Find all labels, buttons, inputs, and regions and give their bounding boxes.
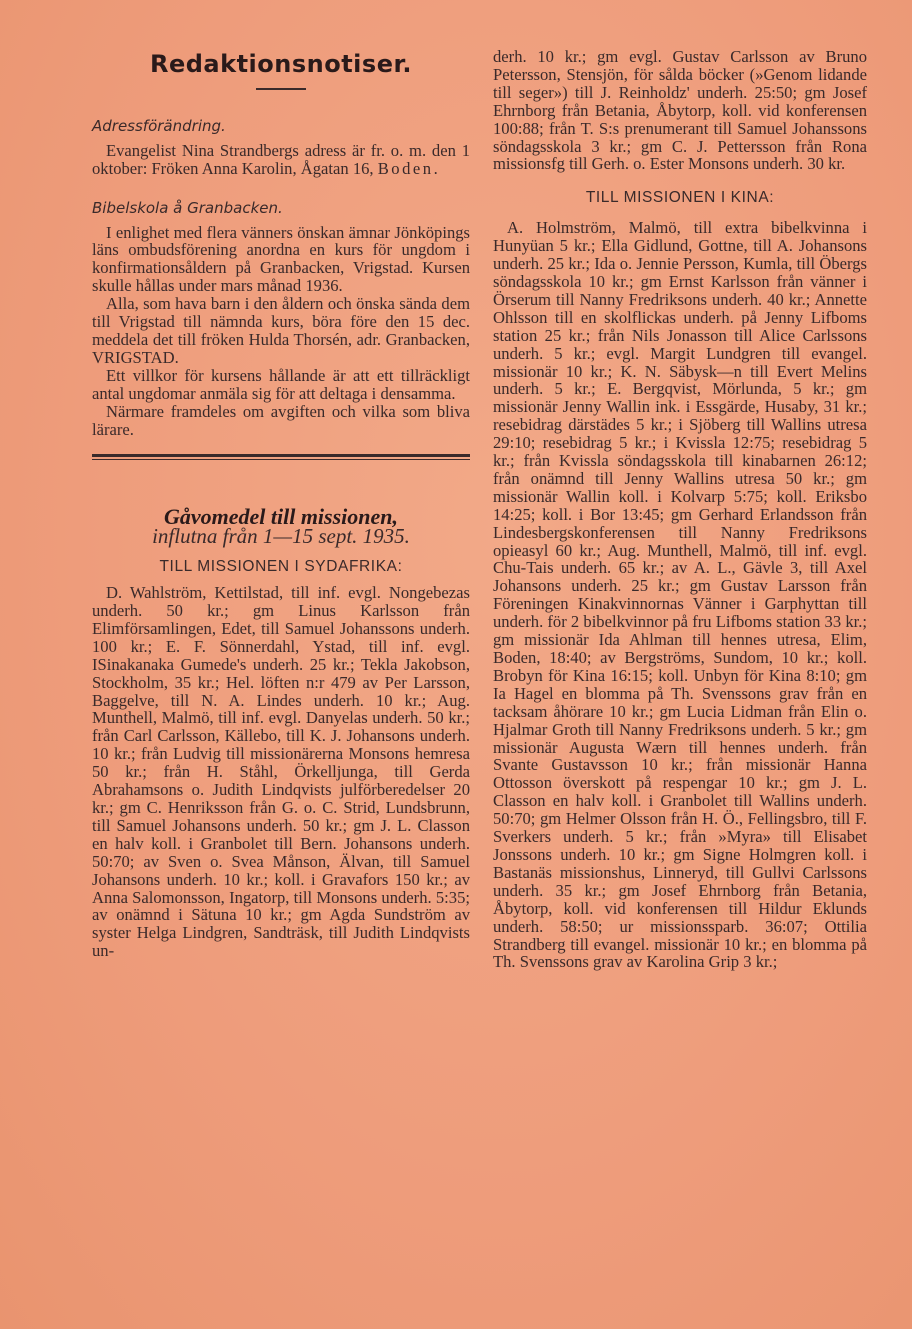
china-text: A. Holmström, Malmö, till extra bibelkvinna i Hunyüan 5 kr.; Ella Gidlund, Gottne, till A. Johansons underh. 25 kr.; Ida o. Jennie Persson, Kumla, till Öbergs söndagsskola 10 kr.; gm Ernst Karlsson från vänner i Örserum till Nanny Fredriksons underh. 40 kr.; Annette Ohlsson till en skolflickas underh. på Jenny Lifboms station 25 kr.; från Nils Jonasson till Alice Carlssons underh. 5 kr.; evgl. Margit Lundgren till evangel. missionär 10 kr.; K. N. Säbysk—n till Evert Melins underh. 5 kr.; E. Bergqvist, Mörlunda, 5 kr.; gm missionär Jenny Wallin ink. i Essgärde, Husaby, 31 kr.; resebidrag därstädes 5 kr.; i Sjöberg till Wallins utresa 29:10; resebidrag 5 kr.; i Kvissla 12:75; resebidrag 5 kr.; från Kvissla söndagsskola till kinabarnen 26:12; från onämnd till Jenny Wallins utresa 50 kr.; gm missionär Wallin koll. i Kolvarp 5:75; koll. Eriksbo 14:25; koll. i Bor 13:45; gm Gerhard Erlandsson från Lindesbergskonferensen till Nanny Fredriksons opieasyl 60 kr.; Aug. Munthell, Malmö, till inf. evgl. Chu-Tais underh. 65 kr.; av A. L., Gävle 3, till Axel Johansons underh. 25 kr.; gm Gustav Larsson från Föreningen Kinakvinnornas Vänner i Garphyttan till underh. för 2 bibelkvinnor på fru Lifboms station 33 kr.; gm missionär Ida Ahlman till hennes utresa, Elim, Boden, 18:40; av Bergströms, Sundom, 10 kr.; koll. Brobyn för Kina 16:15; koll. Unbyn för Kina 8:10; gm Ia Hagel en blomma på Th. Svenssons grav från en tacksam åhörare 10 kr.; gm Lucia Lidman från Elin o. Hjalmar Groth till Nanny Fredriksons underh. 5 kr.; gm missionär Augusta Wærn till hennes underh. från Svante Gustavsson 10 kr.; från missionär Hanna Ottosson överskott på respengar 10 kr.; gm J. L. Classon en halv koll. i Granbolet till Wallins underh. 50:70; gm Helmer Olsson från H. Ö., Fellingsbro, till F. Sverkers underh. 5 kr.; från »Myra» till Elisabet Jonssons underh. 10 kr.; gm Signe Holmgren koll. i Bastanäs missionshus, Linneryd, till Gullvi Carlssons underh. 35 kr.; gm Josef Ehrnborg från Betania, Åbytorp, koll. vid konferensen till Hildur Eklunds underh. 58:50; ur missionssparb. 36:07; Ottilia Strandberg till evangel. missionär 10 kr.; en blomma på Th. Svenssons grav av Karolina Grip 3 kr.;: [493, 218, 867, 972]
south-africa-heading: TILL MISSIONEN I SYDAFRIKA:: [159, 558, 403, 576]
china-heading: TILL MISSIONEN I KINA:: [585, 189, 775, 207]
bible-school-paragraph: I enlighet med flera vänners önskan ämnar Jönköpings läns ombudsförening anordna en kurs för ungdom i konfirmationsåldern på Granbacken, Vrigstad. Kursen skulle hållas under mars månad 1936.: [92, 222, 470, 296]
bible-school-heading: Bibelskola å Granbacken.: [92, 198, 283, 217]
address-change-heading: Adressförändring.: [92, 116, 226, 135]
address-change-body: Evangelist Nina Strandbergs adress är fr. o. m. den 1 oktober: Fröken Anna Karolin, Ågatan 16,: [92, 140, 470, 178]
address-end: .: [433, 158, 438, 178]
continuation-text: derh. 10 kr.; gm evgl. Gustav Carlsson av Bruno Petersson, Stensjön, för sålda böcker (»Genom lidande till seger») till J. Reinholdz' underh. 25:50; gm Josef Ehrnborg från Betania, Åbytorp, koll. vid konferensen 100:88; från T. S:s prenumerant till Samuel Johanssons söndagsskola 3 kr.; gm C. J. Pettersson från Rona missionsfg till Gerh. o. Ester Monsons underh. 30 kr.: [493, 47, 867, 174]
bible-school-paragraph: Närmare framdeles om avgiften och vilka som bliva lärare.: [92, 401, 470, 439]
address-city: Boden: [377, 158, 434, 178]
gifts-title: Gåvomedel till missionen,: [163, 504, 399, 530]
south-africa-text: D. Wahlström, Kettilstad, till inf. evgl. Nongebezas underh. 50 kr.; gm Linus Karlsson från Elimförsamlingen, Edet, till Samuel Johanssons underh. 100 kr.; E. F. Sönnerdahl, Ystad, till inf. evgl. ISinakanaka Gumede's underh. 25 kr.; Tekla Jakobson, Stockholm, 35 kr.; Hel. löften n:r 479 av Per Larsson, Baggelve, till N. A. Lindes underh. 10 kr.; Aug. Munthell, Malmö, till inf. evgl. Danyelas underh. 50 kr.; från Carl Carlsson, Källebo, till K. J. Johansons underh. 10 kr.; från Ludvig till missionärerna Monsons hemresa 50 kr.; från H. Ståhl, Örkelljunga, till Gerda Abrahamsons o. Judith Lindqvists julförberedelser 20 kr.; gm C. Henriksson från G. o. C. Strid, Lundsbrunn, till Samuel Johansons underh. 50 kr.; gm J. L. Classon en halv koll. i Granbolet till Bern. Johansons underh. 50:70; av Sven o. Svea Månson, Älvan, till Samuel Johansons underh. 10 kr.; koll. i Gravafors 150 kr.; av Anna Salomonsson, Ingatorp, till Monsons underh. 5:35; av onämnd i Sätuna 10 kr.; gm Agda Sundström av syster Helga Lindgren, Sandträsk, till Judith Lindqvists un-: [92, 583, 470, 961]
address-change-text: [92, 142, 470, 178]
bible-school-paragraph: Alla, som hava barn i den åldern och önska sända dem till Vrigstad till nämnda kurs, böra före den 15 dec. meddela det till fröken Hulda Thorsén, adr. Granbacken, VRIGSTAD.: [92, 294, 470, 367]
right-column: [493, 48, 867, 971]
page-title: Redaktionsnotiser.: [149, 50, 413, 78]
left-column: [92, 48, 470, 960]
title-divider: [256, 88, 306, 90]
section-divider: [92, 454, 470, 460]
gifts-subtitle: influtna från 1—15 sept. 1935.: [152, 524, 410, 549]
bible-school-paragraph: Ett villkor för kursens hållande är att ett tillräckligt antal ungdomar anmäla sig för att deltaga i densamma.: [92, 365, 470, 403]
